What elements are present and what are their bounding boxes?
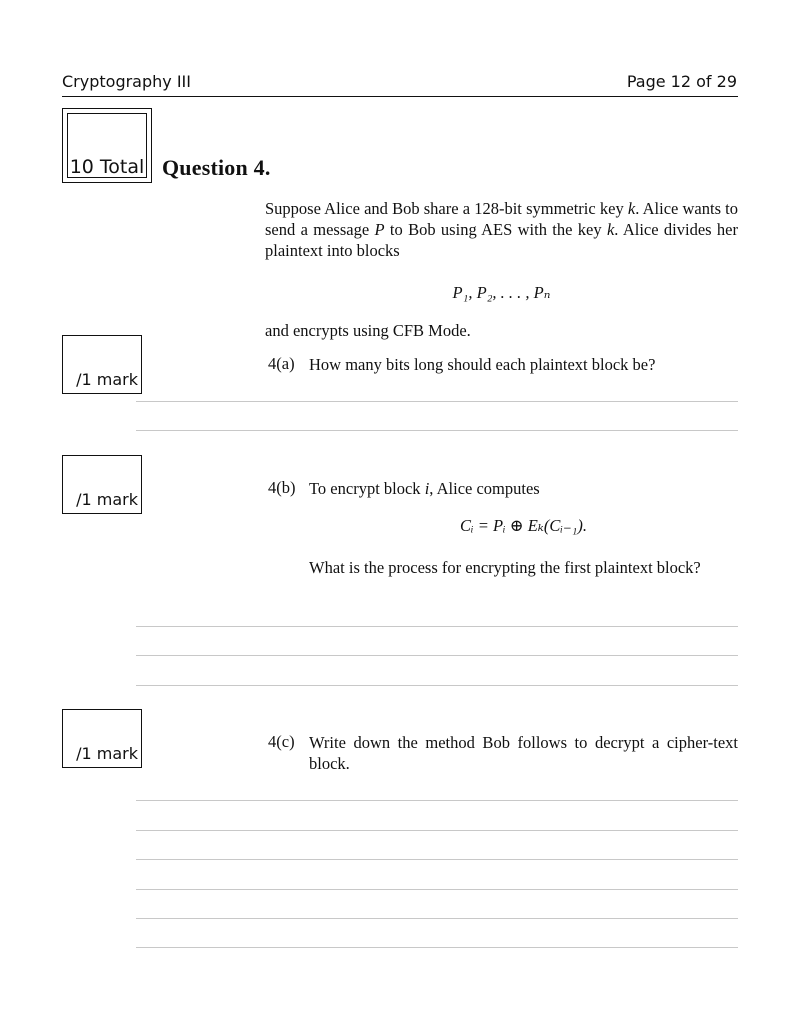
answer-line[interactable] bbox=[136, 626, 738, 627]
answer-line[interactable] bbox=[136, 889, 738, 890]
part-text-4a: How many bits long should each plaintext block be? bbox=[309, 355, 656, 374]
header-page-number: Page 12 of 29 bbox=[626, 72, 737, 91]
part-text-4c: Write down the method Bob follows to decrypt a cipher-text block. bbox=[309, 733, 738, 773]
mark-label-4c: /1 mark bbox=[76, 744, 138, 763]
mark-label-4b: /1 mark bbox=[76, 490, 138, 509]
header-course-title: Cryptography III bbox=[62, 72, 191, 91]
part-label-4c: 4(c) bbox=[268, 732, 295, 751]
answer-line[interactable] bbox=[136, 830, 738, 831]
total-marks-label: 10 Total bbox=[69, 156, 145, 178]
part-text-4b-question: What is the process for encrypting the first plaintext block? bbox=[309, 558, 701, 577]
answer-line[interactable] bbox=[136, 859, 738, 860]
answer-line[interactable] bbox=[136, 947, 738, 948]
answer-line[interactable] bbox=[136, 430, 738, 431]
answer-line[interactable] bbox=[136, 685, 738, 686]
answer-line[interactable] bbox=[136, 800, 738, 801]
part-label-4a: 4(a) bbox=[268, 354, 295, 373]
part-label-4b: 4(b) bbox=[268, 478, 296, 497]
question-title: Question 4. bbox=[162, 155, 271, 180]
mode-text: and encrypts using CFB Mode. bbox=[265, 321, 471, 340]
question-intro: Suppose Alice and Bob share a 128-bit symmetric key k. Alice wants to send a message P to Bob using AES with the key k. Alice divides her plaintext into blocks bbox=[265, 199, 739, 260]
part-text-4b: To encrypt block i, Alice computes bbox=[309, 479, 540, 498]
answer-line[interactable] bbox=[136, 918, 738, 919]
answer-line[interactable] bbox=[136, 401, 738, 402]
mark-label-4a: /1 mark bbox=[76, 370, 138, 389]
header-divider bbox=[62, 96, 738, 97]
answer-line[interactable] bbox=[136, 655, 738, 656]
cfb-encryption-formula: Cᵢ = Pᵢ ⊕ Eₖ(Cᵢ₋₁). bbox=[459, 516, 588, 535]
plaintext-blocks-formula: P₁, P₂, . . . , Pₙ bbox=[452, 283, 551, 302]
